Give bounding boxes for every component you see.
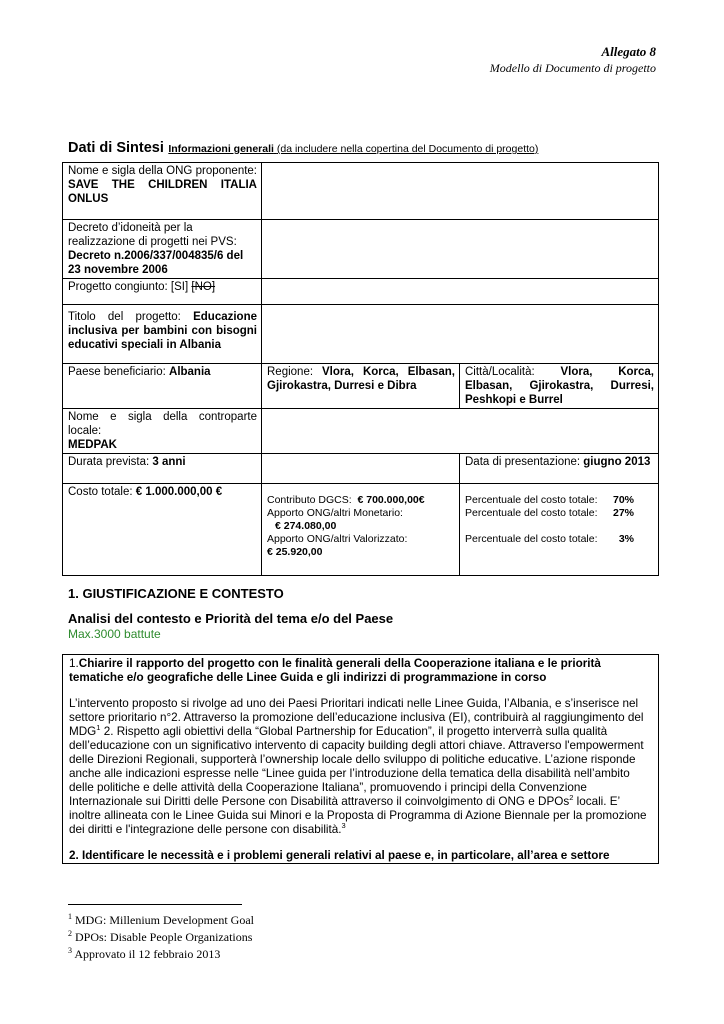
table-row xyxy=(63,305,659,364)
controparte-cell: Nome e sigla della controparte locale: MEDPAK xyxy=(63,409,262,454)
summary-table xyxy=(62,162,659,576)
citta-cell: Città/Località: Vlora, Korca, Elbasan, Gjirokastra, Durresi, Peshkopi e Burrel xyxy=(460,364,659,409)
footnote-divider xyxy=(68,904,242,905)
section-heading: 1. GIUSTIFICAZIONE E CONTESTO xyxy=(68,586,284,601)
allegato-label: Allegato 8 xyxy=(601,44,656,59)
answer-1: L’intervento proposto si rivolge ad uno dei Paesi Prioritari indicati nelle Linee Guida, l’Albania, e s’inserisce nel settore prioritario n°2. Attraverso la promozione dell’educazione inclusiva (EI), contribuirà al raggiungimento del MDG$^1$ 2. Rispetto agli obiettivi della “Global Partnership for Education”, il progetto interverrà sulla qualità dell’educazione con un significativo intervento di capacity building degli attori chiave. Attraverso l'empowerment delle Direzioni Regionali, supporterà l’ownership locale dello sviluppo di politiche educative. L’azione risponde anche alle indicazioni espresse nelle “Linee guida per l’introduzione della tematica della disabilità nell’ambito delle politiche e delle attività della Cooperazione Italiana”, promuovendo i principi della Convenzione Internazionale sui Diritti delle Persone con Disabilità attraverso il coinvolgimento di ONG e DPOs$^2$ locali. E’ inoltre allineata con le Linee Guida sui Minori e la Proposta di Programma di Azione Biennale per la promozione dei diritti e l'integrazione delle persone con disabilità.$^3$ xyxy=(69,697,647,836)
document-model-label: Modello di Documento di progetto xyxy=(489,61,656,75)
question-2: 2. Identificare le necessità e i problemi generali relativi al paese e, in particolare, all’area e settore xyxy=(69,849,610,862)
sintesi-subtitle: Informazioni generali (da includere nella copertina del Documento di progetto) xyxy=(168,143,539,155)
table-row xyxy=(63,279,659,305)
paese-cell: Paese beneficiario: Albania xyxy=(63,364,262,409)
table-row xyxy=(63,220,659,279)
section-subheading: Analisi del contesto e Priorità del tema e/o del Paese xyxy=(68,611,394,626)
sintesi-title xyxy=(68,139,538,157)
char-limit-note: Max.3000 battute xyxy=(68,627,161,641)
decreto-cell: Decreto d’idoneità per la realizzazione di progetti nei PVS: Decreto n.2006/337/004835/6 del 23 novembre 2006 xyxy=(63,220,262,279)
footnote: $^3$ Approvato il 12 febbraio 2013 xyxy=(68,946,221,961)
page-header xyxy=(490,44,656,76)
footnote: $^1$ MDG: Millenium Development Goal xyxy=(68,912,254,927)
table-row xyxy=(63,454,659,484)
context-box xyxy=(62,654,659,864)
sintesi-heading: Dati di Sintesi xyxy=(68,140,164,156)
table-row xyxy=(63,163,659,220)
regione-cell: Regione: Vlora, Korca, Elbasan, Gjirokastra, Durresi e Dibra xyxy=(262,364,460,409)
ong-cell: Nome e sigla della ONG proponente: SAVE THE CHILDREN ITALIA ONLUS xyxy=(63,163,262,220)
footnotes xyxy=(68,910,254,961)
question-1: 1.Chiarire il rapporto del progetto con le finalità generali della Cooperazione italiana e le priorità tematiche e/o geografiche delle Linee Guida e gli indirizzi di programmazione in corso xyxy=(69,657,601,684)
durata-cell: Durata prevista: 3 anni xyxy=(63,454,262,484)
table-row xyxy=(63,364,659,409)
table-row xyxy=(63,409,659,454)
table-row xyxy=(63,484,659,576)
congiunto-cell: Progetto congiunto: [SI] [NO] xyxy=(63,279,262,305)
percentuali-cell: Percentuale del costo totale: 70% Percentuale del costo totale: 27% Percentuale del costo totale: 3% xyxy=(460,484,659,576)
titolo-cell: Titolo del progetto: Educazione inclusiva per bambini con bisogni educativi speciali in Albania xyxy=(63,305,262,364)
costo-cell: Costo totale: € 1.000.000,00 € xyxy=(63,484,262,576)
contributi-cell: Contributo DGCS: € 700.000,00€ Apporto ONG/altri Monetario: € 274.080,00 Apporto ONG/altri Valorizzato: € 25.920,00 xyxy=(262,484,460,576)
footnote: $^2$ DPOs: Disable People Organizations xyxy=(68,929,253,944)
data-presentazione-cell: Data di presentazione: giugno 2013 xyxy=(460,454,659,484)
